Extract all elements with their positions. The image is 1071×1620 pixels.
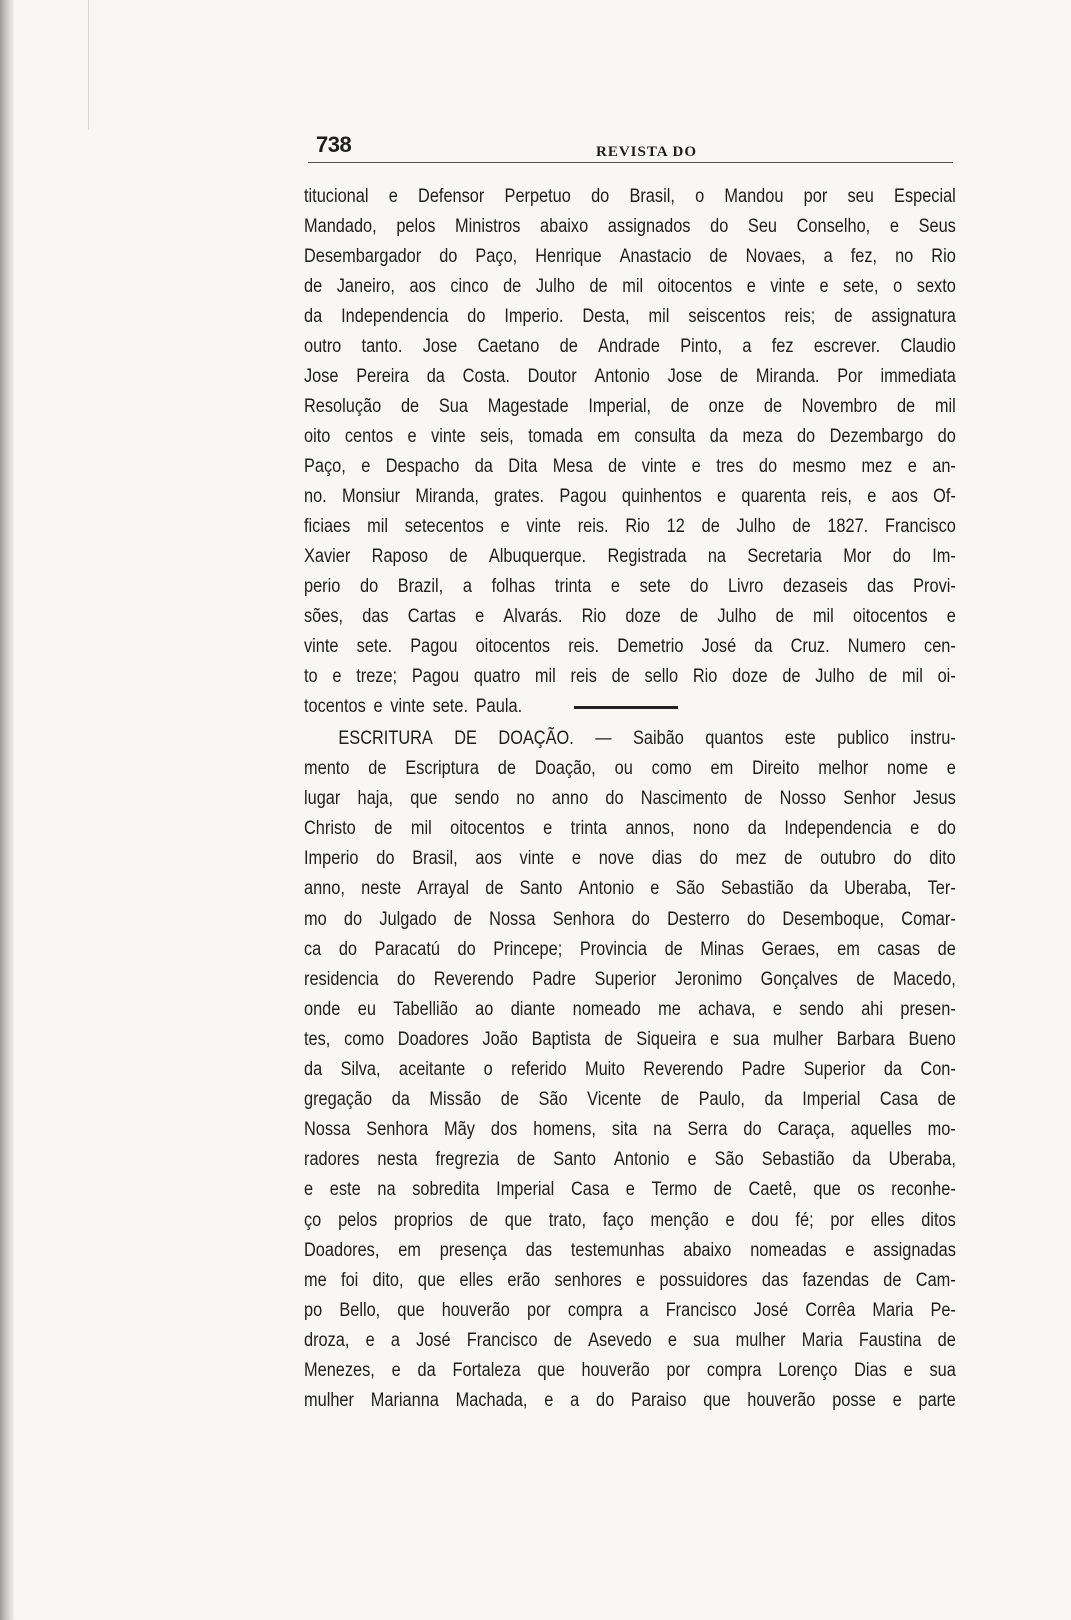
text-line: me foi dito, que elles erão senhores e possuidores das fazendas de Cam- <box>304 1269 956 1291</box>
text-line: radores nesta fregrezia de Santo Antonio e São Sebastião da Uberaba, <box>304 1149 956 1171</box>
text-line: Imperio do Brasil, aos vinte e nove dias do mez de outubro do dito <box>304 848 956 870</box>
text-line: Desembargador do Paço, Henrique Anastacio de Novaes, a fez, no Rio <box>304 246 956 267</box>
text-line: no. Monsiur Miranda, grates. Pagou quinhentos e quarenta reis, e aos Of- <box>304 486 956 507</box>
text-line: Resolução de Sua Magestade Imperial, de onze de Novembro de mil <box>304 396 956 417</box>
text-line: gregação da Missão de São Vicente de Paulo, da Imperial Casa de <box>304 1089 956 1111</box>
section-1-text <box>304 182 956 722</box>
text-line: Jose Pereira da Costa. Doutor Antonio Jose de Miranda. Por immediata <box>304 366 956 387</box>
text-line: ESCRITURA DE DOAÇÃO. — Saibão quantos este publico instru- <box>338 728 956 749</box>
book-spine-shadow <box>0 0 14 1620</box>
text-line: mo do Julgado de Nossa Senhora do Desterro do Desemboque, Comar- <box>304 908 956 930</box>
text-line: mulher Marianna Machada, e a do Paraiso que houverão posse e parte <box>304 1390 956 1412</box>
page-header <box>308 124 953 168</box>
text-line: Menezes, e da Fortaleza que houverão por compra Lorenço Dias e sua <box>304 1359 956 1381</box>
text-line: residencia do Reverendo Padre Superior Jeronimo Gonçalves de Macedo, <box>304 968 956 990</box>
text-line: ca do Paracatú do Princepe; Provincia de Minas Geraes, em casas de <box>304 938 956 960</box>
text-line: droza, e a José Francisco de Asevedo e sua mulher Maria Faustina de <box>304 1329 956 1351</box>
text-line: perio do Brazil, a folhas trinta e sete do Livro dezaseis das Provi- <box>304 576 956 597</box>
header-rule <box>308 162 953 163</box>
text-line: e este na sobredita Imperial Casa e Termo de Caetê, que os reconhe- <box>304 1179 956 1201</box>
text-line: Nossa Senhora Mãy dos homens, sita na Serra do Caraça, aquelles mo- <box>304 1119 956 1141</box>
text-line: tocentos e vinte sete. Paula. <box>304 696 523 717</box>
text-line: Paço, e Despacho da Dita Mesa de vinte e tres do mesmo mez e an- <box>304 456 956 477</box>
text-line: anno, neste Arrayal de Santo Antonio e São Sebastião da Uberaba, Ter- <box>304 878 956 900</box>
text-line: Christo de mil oitocentos e trinta annos, nono da Independencia e do <box>304 818 956 840</box>
text-line: sões, das Cartas e Alvarás. Rio doze de Julho de mil oitocentos e <box>304 606 956 627</box>
page-number: 738 <box>316 132 352 157</box>
text-line: oito centos e vinte seis, tomada em consulta da meza do Dezembargo do <box>304 426 956 447</box>
text-line: vinte sete. Pagou oitocentos reis. Demetrio José da Cruz. Numero cen- <box>304 636 956 657</box>
text-line: mento de Escriptura de Doação, ou como em Direito melhor nome e <box>304 758 956 780</box>
text-line: Mandado, pelos Ministros abaixo assignados do Seu Conselho, e Seus <box>304 216 956 237</box>
text-line: Doadores, em presença das testemunhas abaixo nomeadas e assignadas <box>304 1239 956 1261</box>
running-head: REVISTA DO <box>596 144 697 160</box>
text-line: ço pelos proprios de que trato, faço menção e dou fé; por elles ditos <box>304 1209 956 1231</box>
section-2-text <box>304 724 956 1416</box>
text-line: po Bello, que houverão por compra a Francisco José Corrêa Maria Pe- <box>304 1299 956 1321</box>
text-line: to e treze; Pagou quatro mil reis de sello Rio doze de Julho de mil oi- <box>304 666 956 687</box>
text-line: de Janeiro, aos cinco de Julho de mil oitocentos e vinte e sete, o sexto <box>304 276 956 297</box>
text-line: da Independencia do Imperio. Desta, mil seiscentos reis; de assignatura <box>304 306 956 327</box>
scan-artifact-line <box>88 0 89 130</box>
text-line: onde eu Tabellião ao diante nomeado me achava, e sendo ahi presen- <box>304 998 956 1020</box>
section-divider <box>574 706 678 709</box>
text-line: ficiaes mil setecentos e vinte reis. Rio 12 de Julho de 1827. Francisco <box>304 516 956 537</box>
text-line: Xavier Raposo de Albuquerque. Registrada na Secretaria Mor do Im- <box>304 546 956 567</box>
text-line: outro tanto. Jose Caetano de Andrade Pinto, a fez escrever. Claudio <box>304 336 956 357</box>
text-line: lugar haja, que sendo no anno do Nascimento de Nosso Senhor Jesus <box>304 788 956 810</box>
text-line: da Silva, aceitante o referido Muito Reverendo Padre Superior da Con- <box>304 1059 956 1081</box>
text-line: tes, como Doadores João Baptista de Siqueira e sua mulher Barbara Bueno <box>304 1028 956 1050</box>
text-line: titucional e Defensor Perpetuo do Brasil, o Mandou por seu Especial <box>304 186 956 207</box>
